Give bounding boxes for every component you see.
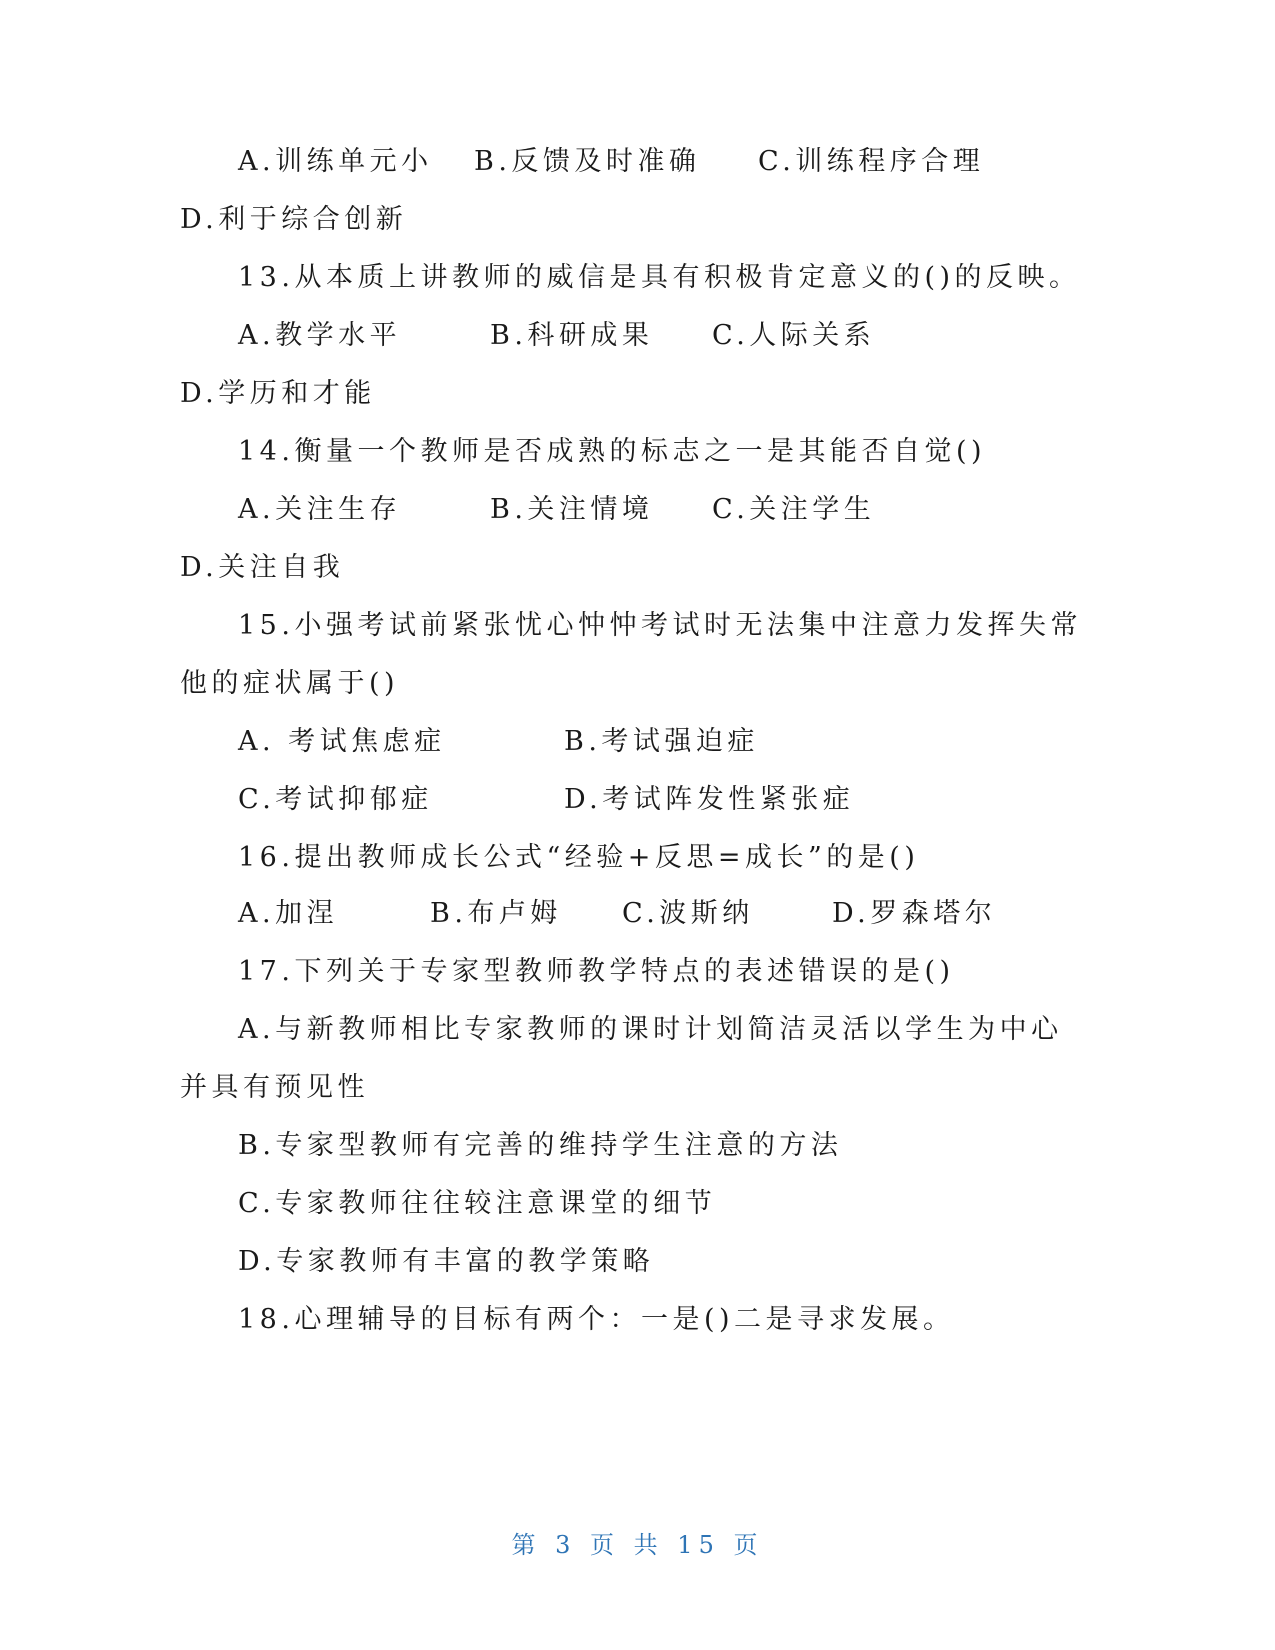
q15-option-b: B.考试强迫症 xyxy=(564,726,759,757)
page-number-footer: 第 3 页 共 15 页 xyxy=(511,1531,764,1559)
q12-option-b: B.反馈及时准确 xyxy=(474,146,701,177)
q14-stem: 14.衡量一个教师是否成熟的标志之一是其能否自觉() xyxy=(238,436,987,467)
q17-option-b: B.专家型教师有完善的维持学生注意的方法 xyxy=(238,1130,843,1161)
q17-option-d: D.专家教师有丰富的教学策略 xyxy=(238,1246,655,1277)
q13-option-a: A.教学水平 xyxy=(238,320,402,351)
q15-option-d: D.考试阵发性紧张症 xyxy=(564,784,855,815)
q12-option-a: A.训练单元小 xyxy=(238,146,433,177)
q16-stem: 16.提出教师成长公式“经验+反思=成长”的是() xyxy=(238,842,920,873)
q15-option-c: C.考试抑郁症 xyxy=(238,784,433,815)
q17-stem: 17.下列关于专家型教师教学特点的表述错误的是() xyxy=(238,956,955,987)
q16-option-a: A.加涅 xyxy=(238,898,339,929)
q14-option-a: A.关注生存 xyxy=(238,494,402,525)
q17-option-a-line2: 并具有预见性 xyxy=(180,1072,369,1103)
q17-option-a-line1: A.与新教师相比专家教师的课时计划简洁灵活以学生为中心 xyxy=(238,1014,1063,1045)
q14-option-c: C.关注学生 xyxy=(712,494,876,525)
q13-option-b: B.科研成果 xyxy=(490,320,654,351)
q13-option-d: D.学历和才能 xyxy=(180,378,376,409)
q15-stem-line1: 15.小强考试前紧张忧心忡忡考试时无法集中注意力发挥失常 xyxy=(238,610,1082,641)
q16-option-b: B.布卢姆 xyxy=(430,898,562,929)
q16-option-d: D.罗森塔尔 xyxy=(832,898,997,929)
q18-stem: 18.心理辅导的目标有两个：一是()二是寻求发展。 xyxy=(238,1304,955,1335)
q14-option-d: D.关注自我 xyxy=(180,552,345,583)
q15-stem-line2: 他的症状属于() xyxy=(180,668,400,699)
q17-option-c: C.专家教师往往较注意课堂的细节 xyxy=(238,1188,717,1219)
q15-option-a: A. 考试焦虑症 xyxy=(238,726,446,757)
q13-option-c: C.人际关系 xyxy=(712,320,876,351)
q12-option-c: C.训练程序合理 xyxy=(758,146,985,177)
q16-option-c: C.波斯纳 xyxy=(622,898,754,929)
q14-option-b: B.关注情境 xyxy=(490,494,654,525)
q13-stem: 13.从本质上讲教师的威信是具有积极肯定意义的()的反映。 xyxy=(238,262,1081,293)
q12-option-d: D.利于综合创新 xyxy=(180,204,408,235)
